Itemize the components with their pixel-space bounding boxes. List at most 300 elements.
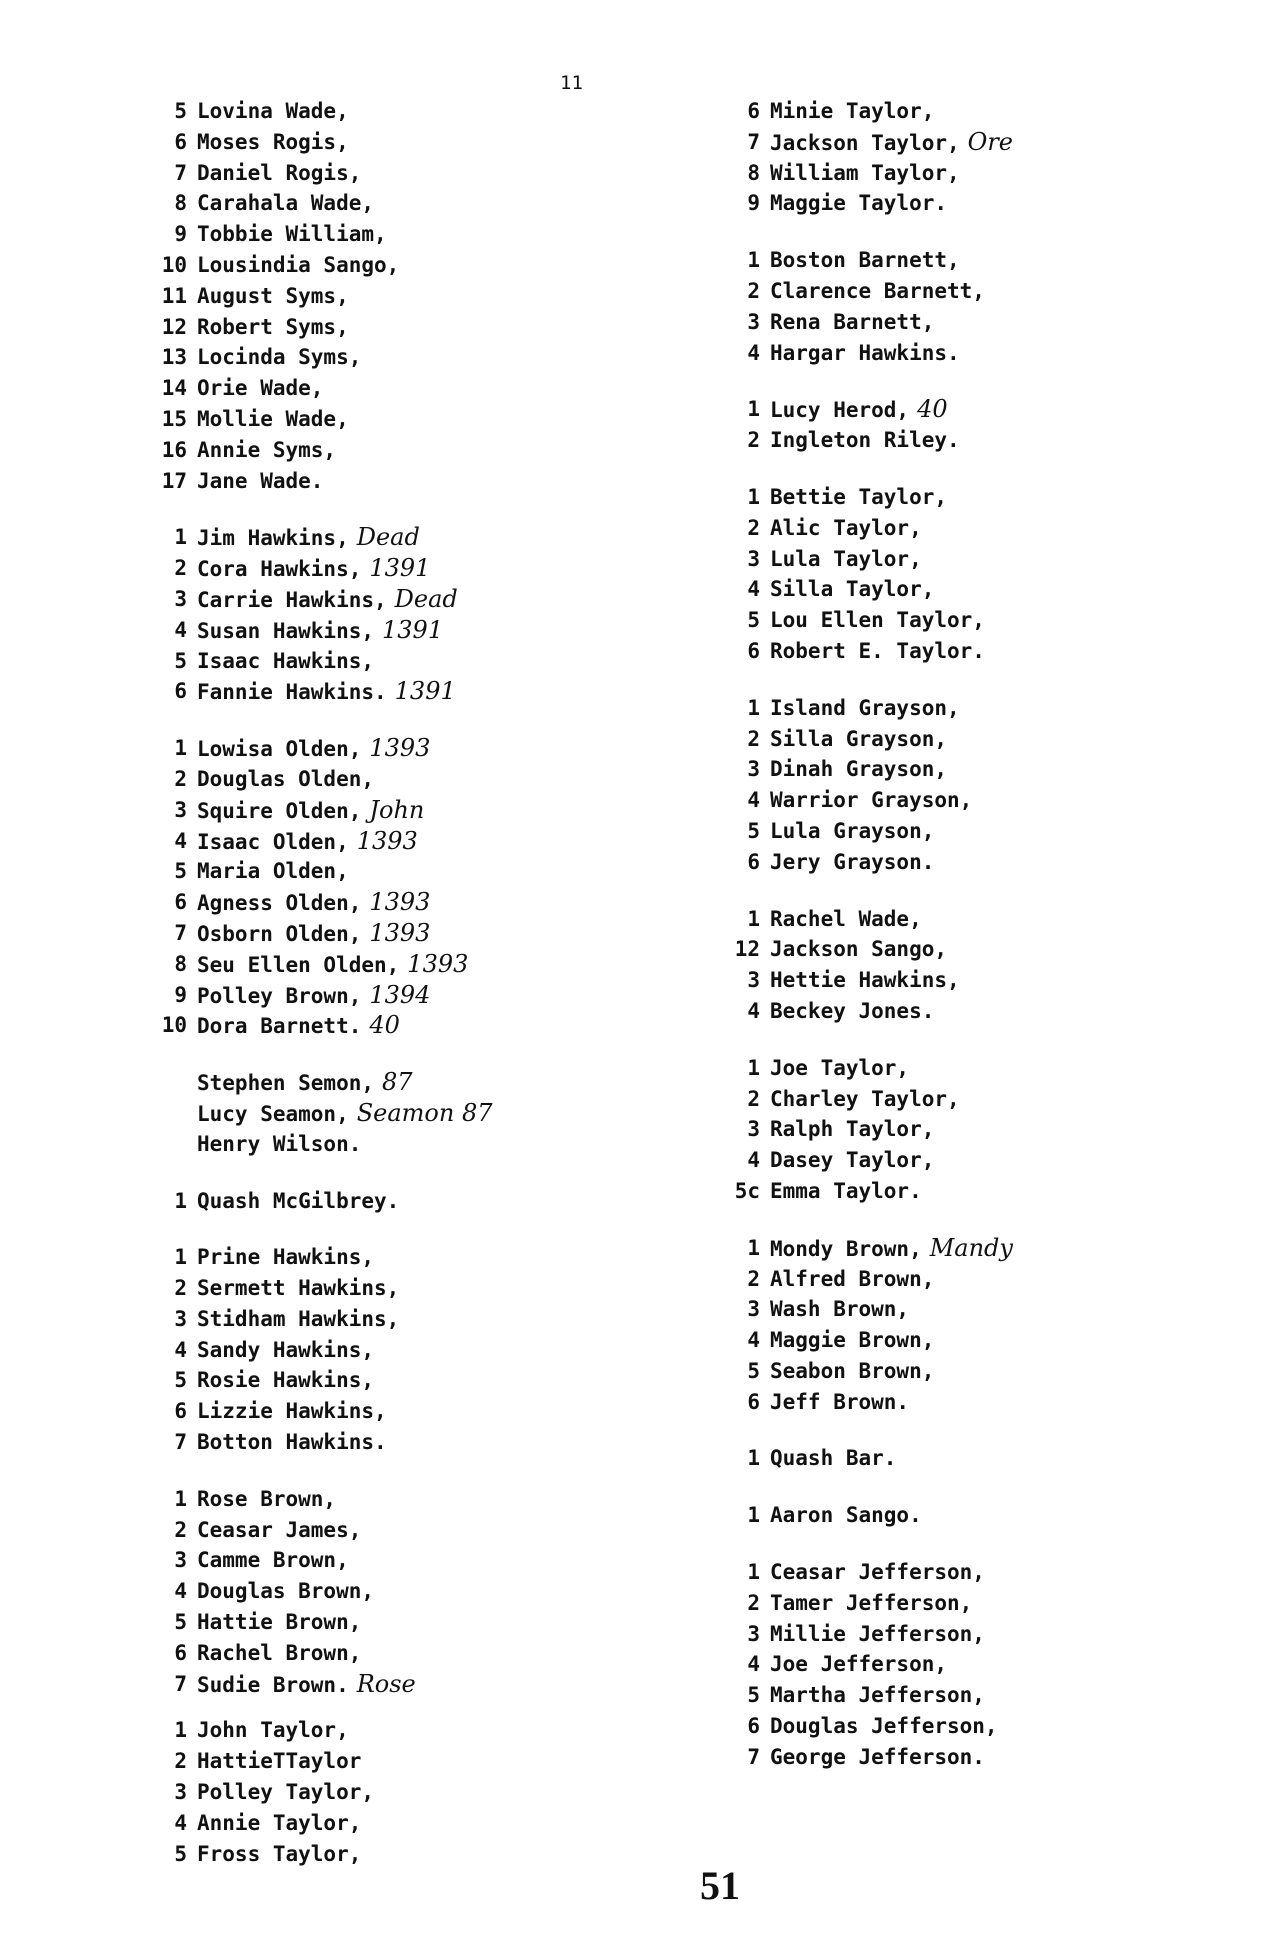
entry-number: 2 — [174, 1276, 187, 1301]
entry-name: Robert E. Taylor. — [770, 638, 985, 663]
entry-number: 6 — [174, 1640, 187, 1665]
section-gap — [770, 1531, 1270, 1557]
entry-number: 10 — [161, 1013, 187, 1038]
entry-name: John Taylor, — [197, 1718, 349, 1743]
register-entry — [174, 127, 717, 158]
entry-name: Squire Olden, — [197, 798, 362, 823]
entry-name: Ralph Taylor, — [770, 1117, 935, 1142]
entry-number: 4 — [174, 617, 187, 642]
entry-number: 3 — [747, 1117, 760, 1142]
entry-number: 1 — [747, 248, 760, 273]
entry-name: Alic Taylor, — [770, 515, 922, 540]
entry-number: 5 — [747, 1683, 760, 1708]
entry-name: Jane Wade. — [197, 468, 324, 493]
entry-number: 6 — [747, 1714, 760, 1739]
entry-name: Maria Olden, — [197, 859, 349, 884]
entry-name: Fannie Hawkins. — [197, 680, 387, 705]
entry-number: 8 — [174, 951, 187, 976]
register-entry — [747, 1145, 1270, 1176]
register-entry — [174, 733, 717, 764]
entry-name: Rose Brown, — [197, 1486, 337, 1511]
entry-name: Lucy Herod, — [770, 398, 910, 423]
entry-number: 4 — [174, 1810, 187, 1835]
entry-name: Hettie Hawkins, — [770, 968, 960, 993]
entry-name: Jackson Taylor, — [770, 130, 960, 155]
register-entry — [734, 1176, 1270, 1207]
register-entry — [747, 1264, 1270, 1295]
entry-number: 12 — [734, 937, 760, 962]
register-entry — [161, 435, 717, 466]
register-entry — [747, 693, 1270, 724]
handwritten-annotation: Ore — [967, 127, 1014, 156]
section-gap — [770, 1474, 1270, 1500]
register-entry — [174, 219, 717, 250]
entry-name: Seabon Brown, — [770, 1358, 935, 1383]
handwritten-annotation: 1391 — [382, 615, 444, 644]
register-entry — [174, 1777, 717, 1808]
entry-number: 2 — [174, 1749, 187, 1774]
entry-number: 7 — [174, 1671, 187, 1696]
handwritten-annotation: 1391 — [369, 554, 431, 583]
entry-name: Ingleton Riley. — [770, 428, 960, 453]
entry-number: 8 — [174, 191, 187, 216]
entry-number: 2 — [174, 1517, 187, 1542]
entry-number: 2 — [174, 766, 187, 791]
entry-number: 7 — [747, 1744, 760, 1769]
register-entry — [197, 1098, 717, 1129]
entry-number: 6 — [174, 1399, 187, 1424]
entry-number: 2 — [747, 428, 760, 453]
register-entry — [747, 904, 1270, 935]
entry-number: 4 — [174, 828, 187, 853]
register-entry — [747, 1233, 1270, 1264]
register-entry — [174, 856, 717, 887]
handwritten-annotation: 1393 — [369, 888, 431, 917]
entry-number: 6 — [747, 99, 760, 123]
entry-number: 4 — [174, 1337, 187, 1362]
register-entry — [747, 1325, 1270, 1356]
entry-number: 3 — [747, 1297, 760, 1322]
entry-name: Jery Grayson. — [770, 849, 935, 874]
register-entry — [747, 754, 1270, 785]
entry-name: Dinah Grayson, — [770, 757, 948, 782]
entry-name: Lousindia Sango, — [197, 252, 400, 277]
entry-name: Hattie Brown, — [197, 1610, 362, 1635]
entry-number: 1 — [174, 1245, 187, 1270]
register-entry — [747, 96, 1270, 127]
entry-name: Henry Wilson. — [197, 1131, 362, 1156]
entry-number: 5 — [747, 608, 760, 633]
entry-name: Lovina Wade, — [197, 99, 349, 123]
entry-number: 9 — [174, 222, 187, 247]
entry-name: Osborn Olden, — [197, 921, 362, 946]
entry-name: Jackson Sango, — [770, 937, 948, 962]
register-entry — [747, 996, 1270, 1027]
entry-number: 13 — [161, 345, 187, 370]
entry-name: Prine Hawkins, — [197, 1245, 375, 1270]
register-entry — [161, 1010, 717, 1041]
entry-name: Millie Jefferson, — [770, 1621, 985, 1646]
register-entry — [747, 544, 1270, 575]
section-gap — [770, 878, 1270, 904]
entry-number: 5 — [747, 1358, 760, 1383]
entry-number: 3 — [747, 757, 760, 782]
left-column — [161, 96, 717, 1869]
register-entry — [747, 1619, 1270, 1650]
entry-name: Ceasar James, — [197, 1517, 362, 1542]
entry-name: William Taylor, — [770, 160, 960, 185]
register-entry — [747, 785, 1270, 816]
register-entry — [747, 574, 1270, 605]
register-entry — [747, 847, 1270, 878]
register-entry — [174, 826, 717, 857]
register-entry — [747, 1649, 1270, 1680]
handwritten-annotation: Dead — [356, 523, 420, 552]
entry-number: 4 — [747, 1652, 760, 1677]
register-entry — [174, 1576, 717, 1607]
entry-number: 5 — [174, 1610, 187, 1635]
entry-name: Island Grayson, — [770, 695, 960, 720]
entry-name: Moses Rogis, — [197, 129, 349, 154]
entry-name: Dora Barnett. — [197, 1014, 362, 1039]
entry-name: Daniel Rogis, — [197, 160, 362, 185]
entry-number: 1 — [174, 1718, 187, 1743]
entry-number: 3 — [747, 1621, 760, 1646]
section-gap — [770, 456, 1270, 482]
entry-number: 3 — [174, 1306, 187, 1331]
register-entry — [174, 158, 717, 189]
register-entry — [747, 513, 1270, 544]
entry-number: 5 — [174, 1368, 187, 1393]
entry-name: Carrie Hawkins, — [197, 587, 387, 612]
register-entry — [747, 158, 1270, 189]
entry-number: 5 — [174, 99, 187, 123]
entry-number: 1 — [747, 1560, 760, 1585]
entry-name: Boston Barnett, — [770, 248, 960, 273]
entry-number: 1 — [174, 736, 187, 761]
entry-number: 1 — [747, 397, 760, 422]
entry-number: 7 — [747, 129, 760, 154]
entry-number: 5 — [174, 648, 187, 673]
entry-name: Mollie Wade, — [197, 406, 349, 431]
register-entry — [161, 312, 717, 343]
entry-number: 7 — [174, 160, 187, 185]
register-entry — [161, 404, 717, 435]
handwritten-annotation: Seamon 87 — [356, 1098, 493, 1127]
entry-name: Lou Ellen Taylor, — [770, 608, 985, 633]
entry-name: Rosie Hawkins, — [197, 1368, 375, 1393]
section-gap — [197, 1216, 717, 1242]
entry-number: 14 — [161, 376, 187, 401]
entry-name: Warrior Grayson, — [770, 788, 973, 813]
register-entry — [197, 1129, 717, 1160]
entry-name: Joe Jefferson, — [770, 1652, 948, 1677]
entry-number: 2 — [174, 556, 187, 581]
handwritten-annotation: 1393 — [369, 734, 431, 763]
register-entry — [747, 1711, 1270, 1742]
handwritten-annotation: Rose — [356, 1669, 416, 1698]
entry-number: 5 — [174, 859, 187, 884]
entry-number: 6 — [747, 1389, 760, 1414]
register-entry — [174, 764, 717, 795]
entry-number: 3 — [174, 1548, 187, 1573]
entry-number: 16 — [161, 437, 187, 462]
register-entry — [174, 949, 717, 980]
entry-number: 6 — [747, 849, 760, 874]
entry-number: 4 — [747, 788, 760, 813]
register-entry — [174, 1242, 717, 1273]
entry-name: Hargar Hawkins. — [770, 340, 960, 365]
entry-name: Beckey Jones. — [770, 998, 935, 1023]
entry-name: Emma Taylor. — [770, 1178, 922, 1203]
entry-name: Bettie Taylor, — [770, 484, 948, 509]
register-entry — [747, 127, 1270, 158]
register-entry — [747, 1294, 1270, 1325]
register-entry — [174, 1545, 717, 1576]
entry-name: Rachel Brown, — [197, 1640, 362, 1665]
entry-number: 3 — [747, 968, 760, 993]
register-entry — [747, 816, 1270, 847]
register-entry — [747, 724, 1270, 755]
handwritten-annotation: 1393 — [356, 826, 418, 855]
entry-name: Botton Hawkins. — [197, 1430, 387, 1455]
register-entry — [747, 1443, 1270, 1474]
register-entry — [161, 373, 717, 404]
register-entry — [174, 1669, 717, 1700]
entry-name: Tamer Jefferson, — [770, 1590, 973, 1615]
register-entry — [174, 1304, 717, 1335]
entry-name: Stephen Semon, — [197, 1071, 375, 1096]
entry-name: Douglas Brown, — [197, 1579, 375, 1604]
register-entry — [174, 553, 717, 584]
handwritten-annotation: 87 — [382, 1068, 413, 1097]
entry-name: Lula Grayson, — [770, 818, 935, 843]
register-entry — [747, 188, 1270, 219]
entry-name: Annie Taylor, — [197, 1810, 362, 1835]
register-entry — [747, 307, 1270, 338]
register-entry — [174, 1186, 717, 1217]
register-entry — [747, 276, 1270, 307]
section-gap — [770, 368, 1270, 394]
entry-name: Quash McGilbrey. — [197, 1188, 400, 1213]
register-entry — [174, 1427, 717, 1458]
entry-name: Rachel Wade, — [770, 906, 922, 931]
entry-number: 7 — [174, 1430, 187, 1455]
entry-name: Isaac Olden, — [197, 829, 349, 854]
entry-number: 1 — [174, 525, 187, 550]
register-entry — [174, 1715, 717, 1746]
entry-name: Rena Barnett, — [770, 309, 935, 334]
entry-number: 2 — [747, 278, 760, 303]
section-gap — [197, 1160, 717, 1186]
register-entry — [174, 1484, 717, 1515]
register-entry — [747, 1557, 1270, 1588]
entry-name: Seu Ellen Olden, — [197, 952, 400, 977]
top-page-number: 11 — [560, 72, 583, 94]
entry-number: 1 — [174, 1188, 187, 1213]
section-gap — [197, 1041, 717, 1067]
register-entry — [174, 1746, 717, 1777]
register-entry — [747, 425, 1270, 456]
entry-name: Tobbie William, — [197, 222, 387, 247]
handwritten-annotation: 1393 — [369, 918, 431, 947]
right-column — [734, 96, 1270, 1773]
entry-name: Clarence Barnett, — [770, 278, 985, 303]
entry-name: HattieTTaylor — [197, 1749, 362, 1774]
entry-number: 4 — [747, 998, 760, 1023]
register-entry — [174, 96, 717, 127]
entry-name: Lowisa Olden, — [197, 737, 362, 762]
entry-name: Locinda Syms, — [197, 345, 362, 370]
section-gap — [197, 1699, 717, 1715]
entry-number: 3 — [174, 797, 187, 822]
entry-name: Orie Wade, — [197, 376, 324, 401]
entry-name: Sermett Hawkins, — [197, 1276, 400, 1301]
entry-name: Maggie Taylor. — [770, 191, 948, 216]
handwritten-annotation: 1391 — [394, 677, 456, 706]
entry-name: Douglas Olden, — [197, 766, 375, 791]
register-entry — [747, 1387, 1270, 1418]
entry-number: 12 — [161, 314, 187, 339]
handwritten-annotation: Mandy — [929, 1233, 1013, 1262]
register-entry — [174, 1335, 717, 1366]
entry-name: Jim Hawkins, — [197, 526, 349, 551]
entry-number: 3 — [747, 309, 760, 334]
entry-number: 5 — [174, 1841, 187, 1866]
entry-number: 2 — [747, 726, 760, 751]
entry-number: 3 — [174, 1780, 187, 1805]
register-entry — [747, 1588, 1270, 1619]
entry-number: 2 — [747, 1590, 760, 1615]
entry-number: 11 — [161, 283, 187, 308]
entry-number: 2 — [747, 1266, 760, 1291]
register-entry — [161, 250, 717, 281]
register-entry — [174, 1839, 717, 1870]
entry-number: 6 — [174, 890, 187, 915]
entry-number: 6 — [747, 638, 760, 663]
register-entry — [174, 188, 717, 219]
register-entry — [747, 1053, 1270, 1084]
entry-name: Aaron Sango. — [770, 1503, 922, 1528]
register-entry — [747, 605, 1270, 636]
entry-number: 9 — [174, 982, 187, 1007]
register-entry — [174, 887, 717, 918]
register-entry — [174, 1638, 717, 1669]
entry-name: Polley Taylor, — [197, 1780, 375, 1805]
entry-name: Camme Brown, — [197, 1548, 349, 1573]
register-entry — [747, 1114, 1270, 1145]
section-gap — [770, 1027, 1270, 1053]
handwritten-annotation: 1394 — [369, 980, 431, 1009]
register-entry — [174, 1365, 717, 1396]
entry-number: 2 — [747, 1086, 760, 1111]
register-entry — [174, 1515, 717, 1546]
entry-number: 6 — [174, 679, 187, 704]
entry-number: 4 — [747, 340, 760, 365]
register-entry — [747, 636, 1270, 667]
register-entry — [174, 1273, 717, 1304]
entry-name: Silla Grayson, — [770, 726, 948, 751]
entry-number: 8 — [747, 160, 760, 185]
register-entry — [747, 1084, 1270, 1115]
entry-number: 1 — [747, 695, 760, 720]
section-gap — [770, 1207, 1270, 1233]
entry-name: Dasey Taylor, — [770, 1148, 935, 1173]
register-entry — [161, 466, 717, 497]
entry-name: Isaac Hawkins, — [197, 648, 375, 673]
entry-name: Cora Hawkins, — [197, 557, 362, 582]
entry-number: 7 — [174, 920, 187, 945]
entry-number: 1 — [747, 906, 760, 931]
section-gap — [197, 707, 717, 733]
entry-name: Agness Olden, — [197, 891, 362, 916]
entry-name: Alfred Brown, — [770, 1266, 935, 1291]
page-number: 51 — [700, 1863, 740, 1908]
entry-number: 4 — [174, 1579, 187, 1604]
entry-name: Charley Taylor, — [770, 1086, 960, 1111]
register-entry — [174, 1396, 717, 1427]
section-gap — [770, 219, 1270, 245]
section-gap — [770, 1417, 1270, 1443]
handwritten-annotation: John — [369, 795, 425, 824]
handwritten-annotation: 40 — [917, 395, 948, 424]
entry-number: 1 — [747, 484, 760, 509]
register-entry — [747, 245, 1270, 276]
entry-number: 3 — [174, 586, 187, 611]
entry-number: 1 — [747, 1503, 760, 1528]
section-gap — [197, 1458, 717, 1484]
entry-name: Susan Hawkins, — [197, 618, 375, 643]
register-entry — [174, 980, 717, 1011]
entry-name: Minie Taylor, — [770, 99, 935, 123]
entry-number: 1 — [747, 1055, 760, 1080]
entry-name: Lucy Seamon, — [197, 1101, 349, 1126]
register-entry — [161, 342, 717, 373]
register-entry — [174, 918, 717, 949]
entry-name: Polley Brown, — [197, 983, 362, 1008]
entry-name: Carahala Wade, — [197, 191, 375, 216]
entry-number: 3 — [747, 546, 760, 571]
entry-name: Lula Taylor, — [770, 546, 922, 571]
entry-name: August Syms, — [197, 283, 349, 308]
register-entry — [197, 1067, 717, 1098]
entry-name: Ceasar Jefferson, — [770, 1560, 985, 1585]
entry-name: Fross Taylor, — [197, 1841, 362, 1866]
entry-number: 10 — [161, 252, 187, 277]
entry-name: Wash Brown, — [770, 1297, 910, 1322]
handwritten-annotation: 1393 — [407, 949, 469, 978]
entry-name: Sudie Brown. — [197, 1672, 349, 1697]
register-entry — [174, 615, 717, 646]
handwritten-annotation: 40 — [369, 1011, 400, 1040]
register-entry — [747, 482, 1270, 513]
register-entry — [174, 1808, 717, 1839]
entry-name: Douglas Jefferson, — [770, 1714, 998, 1739]
entry-name: Joe Taylor, — [770, 1055, 910, 1080]
register-entry — [747, 1680, 1270, 1711]
register-entry — [174, 676, 717, 707]
entry-number: 17 — [161, 468, 187, 493]
entry-name: Mondy Brown, — [770, 1236, 922, 1261]
register-entry — [747, 1742, 1270, 1773]
register-entry — [747, 1356, 1270, 1387]
entry-number: 1 — [747, 1446, 760, 1471]
entry-name: Silla Taylor, — [770, 577, 935, 602]
entry-name: Sandy Hawkins, — [197, 1337, 375, 1362]
register-entry — [174, 646, 717, 677]
register-entry — [161, 281, 717, 312]
entry-name: Robert Syms, — [197, 314, 349, 339]
